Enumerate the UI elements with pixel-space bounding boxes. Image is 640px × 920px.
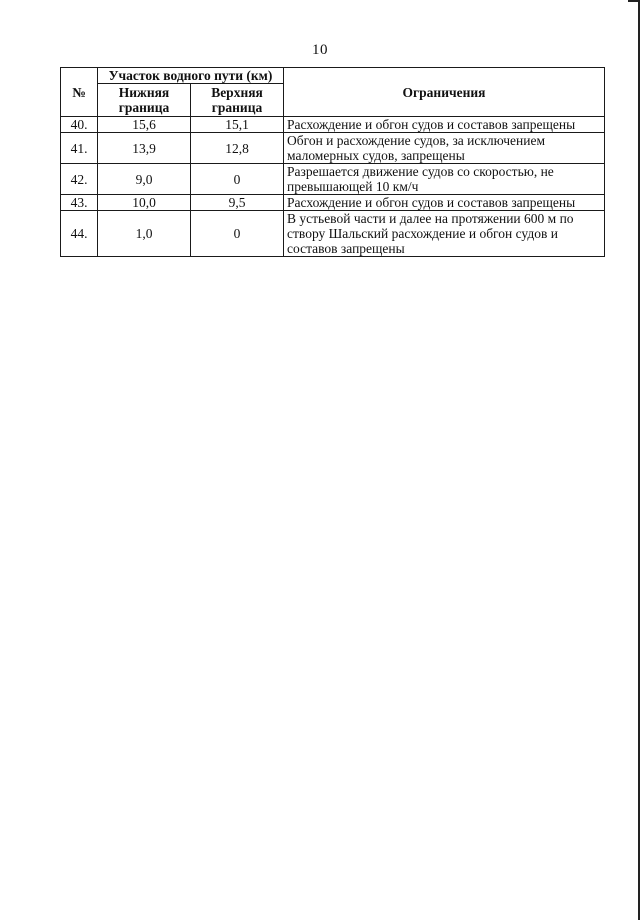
row-number: 40.: [61, 117, 98, 133]
table-row: [61, 211, 605, 257]
row-number: 42.: [61, 164, 98, 195]
header-restrictions: Ограничения: [284, 68, 605, 117]
row-upper-boundary: 12,8: [191, 133, 284, 164]
row-lower-boundary: 10,0: [98, 195, 191, 211]
restrictions-table: [60, 67, 605, 257]
row-upper-boundary: 0: [191, 211, 284, 257]
header-section-group: Участок водного пути (км): [98, 68, 284, 84]
table-row: [61, 117, 605, 133]
header-upper-boundary: Верхняя граница: [191, 84, 284, 117]
page-number: 10: [312, 42, 328, 58]
row-lower-boundary: 1,0: [98, 211, 191, 257]
row-lower-boundary: 15,6: [98, 117, 191, 133]
row-restriction: Расхождение и обгон судов и составов запрещены: [284, 117, 605, 133]
row-lower-boundary: 13,9: [98, 133, 191, 164]
row-restriction: Расхождение и обгон судов и составов запрещены: [284, 195, 605, 211]
row-restriction: В устьевой части и далее на протяжении 600 м по створу Шальский расхождение и обгон судов и составов запрещены: [284, 211, 605, 257]
scan-border-corner: [628, 0, 640, 2]
row-upper-boundary: 15,1: [191, 117, 284, 133]
header-lower-boundary: Нижняя граница: [98, 84, 191, 117]
row-number: 41.: [61, 133, 98, 164]
table-row: [61, 164, 605, 195]
row-lower-boundary: 9,0: [98, 164, 191, 195]
table-row: [61, 133, 605, 164]
row-number: 44.: [61, 211, 98, 257]
row-upper-boundary: 9,5: [191, 195, 284, 211]
row-upper-boundary: 0: [191, 164, 284, 195]
row-restriction: Разрешается движение судов со скоростью, не превышающей 10 км/ч: [284, 164, 605, 195]
header-number: №: [61, 68, 98, 117]
row-restriction: Обгон и расхождение судов, за исключением маломерных судов, запрещены: [284, 133, 605, 164]
table-row: [61, 195, 605, 211]
row-number: 43.: [61, 195, 98, 211]
